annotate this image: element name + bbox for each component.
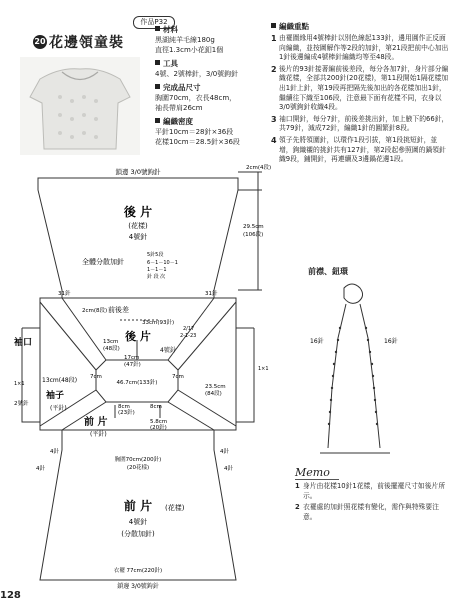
pattern-number-badge: 20	[33, 35, 47, 49]
inc-rule: 針 段 次	[147, 274, 166, 280]
step-item	[271, 34, 449, 63]
two-cm-label: 2cm(8段)	[82, 308, 108, 314]
measure-33cm: 33cm(93針)	[142, 320, 175, 326]
right-4: 4針	[224, 466, 233, 472]
size-line: 胸圍70cm，衣長48cm，	[155, 94, 237, 102]
steps-heading: 編織重點	[279, 22, 309, 31]
measure-20: (20針)	[150, 425, 167, 431]
bullet-icon	[155, 84, 160, 89]
memo-section	[295, 466, 447, 522]
step-number: 4	[271, 135, 277, 145]
collar-right-count: 16針	[384, 338, 398, 345]
step-item	[271, 136, 449, 165]
front-plain: (平針)	[90, 431, 107, 438]
left-4: 4針	[36, 466, 45, 472]
left-4-stitch: 4針	[50, 449, 59, 455]
top-edge-label: 鎖邊 3/0號鉤針	[115, 168, 161, 176]
materials-heading: 材料	[163, 25, 178, 34]
step-text: 後片的93針接著編前後差段，每分各加7針，身片部分編織花樣，全部共200針(20花樣)，第11段開始1隔花樣加出1針上針，第19段再把隔先後加出的各花樣加出1針，繼續往下織至106段，注意最下面有花樣不同，衣身以3/0號鉤針收織4段。	[279, 64, 449, 112]
right-length-measure: 29.5cm	[243, 224, 264, 230]
pattern-title: 花邊領童裝	[49, 35, 124, 51]
right-4-stitch: 4針	[220, 449, 229, 455]
collar-diagram	[300, 278, 410, 458]
measure-58: 5.8cm	[150, 419, 168, 425]
step-number: 1	[271, 34, 277, 43]
needle-2-left: 2號針	[14, 401, 29, 407]
collar-left-count: 16針	[310, 338, 324, 345]
materials-section	[155, 21, 265, 147]
lower-width: 胸圍70cm(200針)	[114, 457, 162, 463]
sweater-photo	[20, 57, 140, 155]
left-stitch-count: 31針	[58, 291, 71, 297]
rib-right: 1×1	[258, 366, 269, 372]
bottom-width: 衣襬 77cm(220針)	[113, 568, 163, 574]
front-piece-pattern: (花樣)	[165, 504, 185, 512]
tools-heading: 工具	[163, 59, 178, 68]
front-piece-needle: 4號針	[128, 518, 148, 526]
memo-number: 1	[295, 482, 300, 490]
size-line: 袖長帶肩26cm	[155, 104, 203, 112]
measure-13cm: 13cm	[103, 339, 119, 345]
front-piece-inc: (分散加針)	[121, 530, 155, 538]
size-heading: 完成品尺寸	[163, 83, 201, 92]
measure-47: (47針)	[124, 362, 141, 368]
gauge-line: 平針10cm＝28針×36段	[155, 128, 234, 136]
sleeve-cuff-label: 袖口	[14, 338, 33, 348]
memo-item	[295, 482, 447, 501]
back-center-title: 後 片	[125, 330, 151, 343]
bottom-edge: 鎖邊 3/0號鉤針	[117, 583, 159, 590]
inc-rule: 5針5段	[147, 252, 164, 258]
lower-pattern: (20花樣)	[126, 465, 150, 471]
work-tag: 作品P32	[133, 16, 175, 29]
schematic-diagram	[0, 160, 290, 590]
inc-rule: 6－1－10－1	[147, 260, 178, 266]
measure-235: 23.5cm	[205, 384, 226, 390]
measure-23: (23針)	[118, 410, 135, 416]
inc-rule: 1－1－1	[147, 267, 167, 273]
step-item	[271, 65, 449, 113]
rib-left: 1×1	[14, 381, 25, 387]
back-center-needle: 4號針	[160, 347, 176, 354]
step-number: 3	[271, 114, 277, 124]
right-top-measure: 2cm(4段)	[246, 165, 272, 171]
memo-text: 身片由花樣10針1花樣，前後擺襬尺寸如後片所示。	[303, 482, 446, 500]
bullet-icon	[155, 118, 160, 123]
measure-8cm-b: 8cm	[150, 404, 162, 410]
step-item	[271, 115, 449, 134]
memo-item	[295, 503, 447, 522]
material-line: 直徑1.3cm小花釦1個	[155, 46, 224, 54]
bullet-icon	[271, 23, 276, 28]
measure-8cm: 8cm	[118, 404, 130, 410]
front-back-diff: 前後差	[108, 306, 129, 314]
gauge-line: 花樣10cm＝28.5針×36段	[155, 138, 240, 146]
front-center-title: 前 片	[84, 417, 108, 428]
memo-text: 衣襬處的加針照花樣有變化，需作與特殊要注意。	[303, 503, 439, 521]
back-piece-needle: 4號針	[128, 233, 148, 241]
step-text: 領子先將領圍針，以環作1段引拔，第1段挑短針，並增，鉤織襯的挑針共有127針，第2段起參照圖的鍋領針織9段，鋪開針，再連續及3邊鍋花邊1段。	[279, 135, 446, 164]
step-number: 2	[271, 64, 277, 74]
step-text: 由襬圍緣用4號棒針以別色線起133針，邊用圓作正反面向編織，並按圖解作等2段的加針，第21段把前中心加出1針後邊編成4號棒針編織均等至48段。	[279, 34, 449, 62]
inc-label: 2/17	[183, 326, 195, 332]
knitting-steps	[271, 21, 449, 167]
back-piece-pattern: (花樣)	[128, 222, 148, 230]
bullet-icon	[155, 26, 160, 31]
memo-heading: Memo	[295, 466, 339, 480]
measure-7cm-right: 7cm	[172, 374, 184, 380]
measure-84: (84段)	[205, 391, 222, 397]
right-stitch-count: 31針	[205, 291, 218, 297]
gauge-heading: 編織密度	[163, 117, 193, 126]
measure-13cm-side: 13cm(48段)	[42, 377, 78, 384]
even-increase-label: 全體分散加針	[82, 258, 124, 266]
material-line: 黑湖純羊毛線180g	[155, 36, 215, 44]
measure-48: (48段)	[103, 346, 120, 352]
measure-17cm: 17cm	[124, 355, 140, 361]
front-piece-title: 前 片	[123, 499, 153, 513]
sleeve-title: 袖子	[46, 391, 65, 401]
sleeve-plain: (平針)	[50, 405, 67, 412]
bullet-icon	[155, 60, 160, 65]
measure-467: 46.7cm(133針)	[116, 380, 158, 386]
collar-title: 前襟、鈕環	[308, 267, 348, 276]
right-length-rows: (106段)	[243, 232, 264, 238]
page-number: 128	[0, 590, 21, 601]
step-text: 袖口開針，每分7針，前後差挑出針，加上腋下的66針，共79針，減成72針，編織1針的圓繁針8段。	[279, 114, 449, 133]
back-piece-title: 後 片	[123, 205, 153, 219]
memo-number: 2	[295, 503, 300, 511]
tools-line: 4號、2號棒針，3/0號鉤針	[155, 70, 239, 78]
inc-label: 2-1-23	[180, 333, 197, 339]
measure-7cm-left: 7cm	[90, 374, 102, 380]
